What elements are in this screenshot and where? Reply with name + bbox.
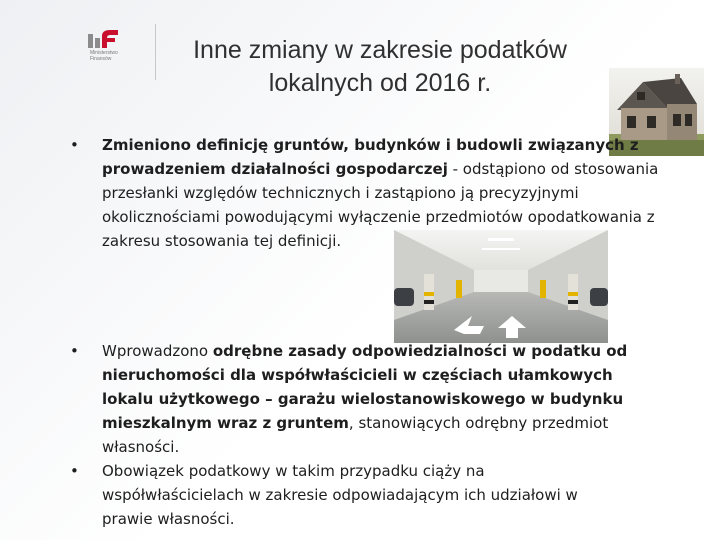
ministry-logo — [88, 28, 148, 68]
bullet-list-bottom — [70, 339, 630, 531]
list-item — [70, 339, 630, 459]
ministry-logo-mark-icon — [88, 28, 128, 50]
slide-title-line-2: lokalnych od 2016 r. — [268, 69, 492, 97]
bullet-icon: • — [70, 342, 79, 360]
bullet-list-top — [70, 133, 675, 253]
logo-line-2: Finansów — [90, 56, 112, 62]
slide-title — [180, 34, 580, 100]
bullet-bold-text: odrębne zasady odpowiedzialności w podatku od nieruchomości dla współwłaścicieli w częściach ułamkowych lokalu użytkowego – garażu wielostanowiskowego w budynku mieszkalnym wraz z gruntem — [102, 342, 628, 432]
bullet-text: , stanowiących odrębny przedmiot własności. — [102, 414, 609, 456]
logo-text — [90, 50, 118, 62]
list-item — [70, 133, 675, 253]
list-item — [70, 459, 630, 531]
bullet-text: Wprowadzono — [102, 342, 213, 360]
bullet-icon: • — [70, 462, 79, 480]
bullet-text: - odstąpiono od stosowania przesłanki względów technicznych i zastąpiono ją precyzyjnymi okolicznościami powodującymi wyłączenie przedmiotów opodatkowania z zakresu stosowania tej definicji. — [102, 160, 659, 250]
logo-line-1: Ministerstwo — [90, 50, 118, 56]
slide-title-line-1: Inne zmiany w zakresie podatków — [193, 36, 567, 64]
bullet-text: Obowiązek podatkowy w takim przypadku ciąży na współwłaścicielach w zakresie odpowiadającym ich udziałowi w prawie własności. — [102, 462, 578, 528]
bullet-bold-text: Zmieniono definicję gruntów, budynków i budowli związanych z prowadzeniem działalności gospodarczej — [102, 136, 639, 178]
logo-divider — [155, 24, 156, 80]
bullet-icon: • — [70, 136, 79, 154]
